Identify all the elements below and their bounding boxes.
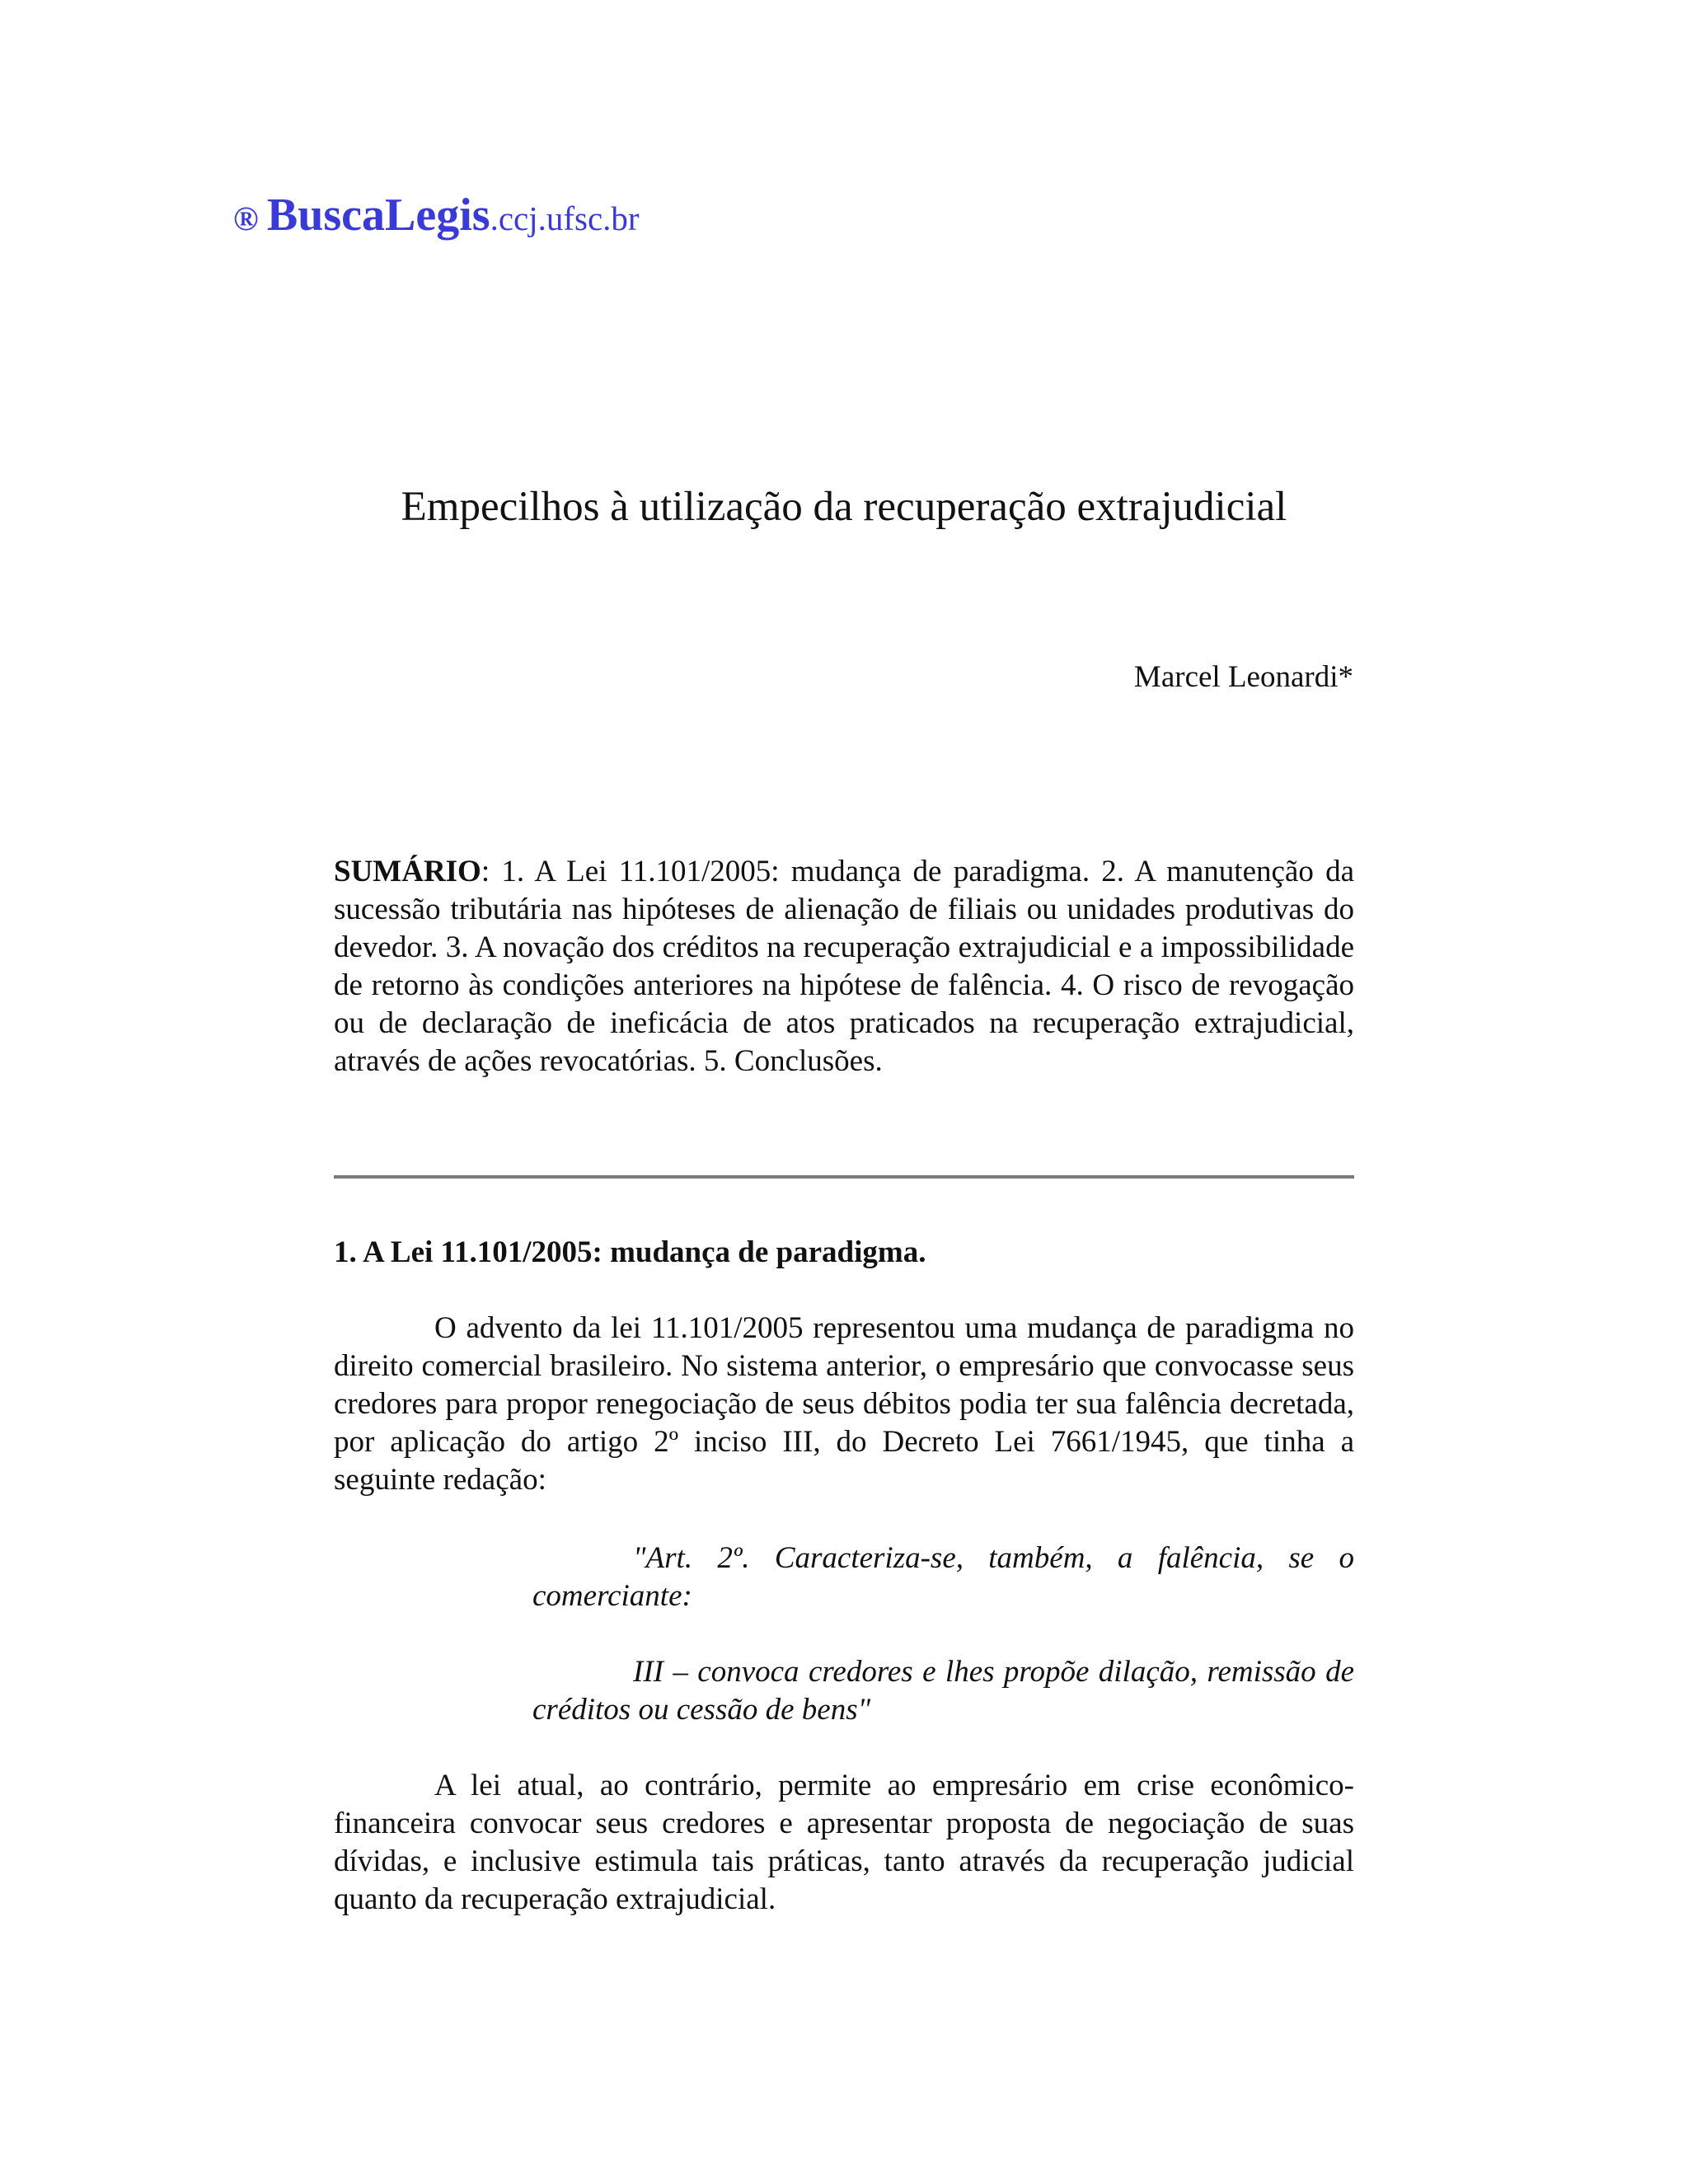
site-logo — [233, 188, 640, 243]
summary-text: : 1. A Lei 11.101/2005: mudança de paradigma. 2. A manutenção da sucessão tributária nas hipóteses de alienação de filiais ou unidades produtivas do devedor. 3. A novação dos créditos na recuperação extrajudicial e a impossibilidade de retorno às condições anteriores na hipótese de falência. 4. O risco de revogação ou de declaração de ineficácia de atos praticados na recuperação extrajudicial, através de ações revocatórias. 5. Conclusões. — [334, 855, 1354, 1078]
section-heading: 1. A Lei 11.101/2005: mudança de paradigma. — [334, 1235, 926, 1269]
site-domain: .ccj.ufsc.br — [490, 199, 640, 237]
summary-label: SUMÁRIO — [334, 855, 481, 888]
registered-mark: ® — [233, 199, 259, 237]
body-paragraph-1: O advento da lei 11.101/2005 representou uma mudança de paradigma no direito comercial brasileiro. No sistema anterior, o empresário que convocasse seus credores para propor renegociação de seus débitos podia ter sua falência decretada, por aplicação do artigo 2º inciso III, do Decreto Lei 7661/1945, que tinha a seguinte redação: — [334, 1311, 1354, 1497]
block-quote-1: "Art. 2º. Caracteriza-se, também, a falência, se o comerciante: — [532, 1541, 1354, 1613]
summary-paragraph — [334, 853, 1354, 1080]
body-paragraph-2: A lei atual, ao contrário, permite ao empresário em crise econômico-financeira convocar seus credores e apresentar proposta de negociação de suas dívidas, e inclusive estimula tais práticas, tanto através da recuperação judicial quanto da recuperação extrajudicial. — [334, 1769, 1354, 1916]
block-quote-2: III – convoca credores e lhes propõe dilação, remissão de créditos ou cessão de bens" — [532, 1655, 1354, 1727]
site-name: BuscaLegis — [266, 190, 490, 241]
divider — [334, 1175, 1354, 1179]
article-author: Marcel Leonardi* — [1133, 660, 1353, 694]
article-title: Empecilhos à utilização da recuperação extrajudicial — [401, 484, 1287, 530]
